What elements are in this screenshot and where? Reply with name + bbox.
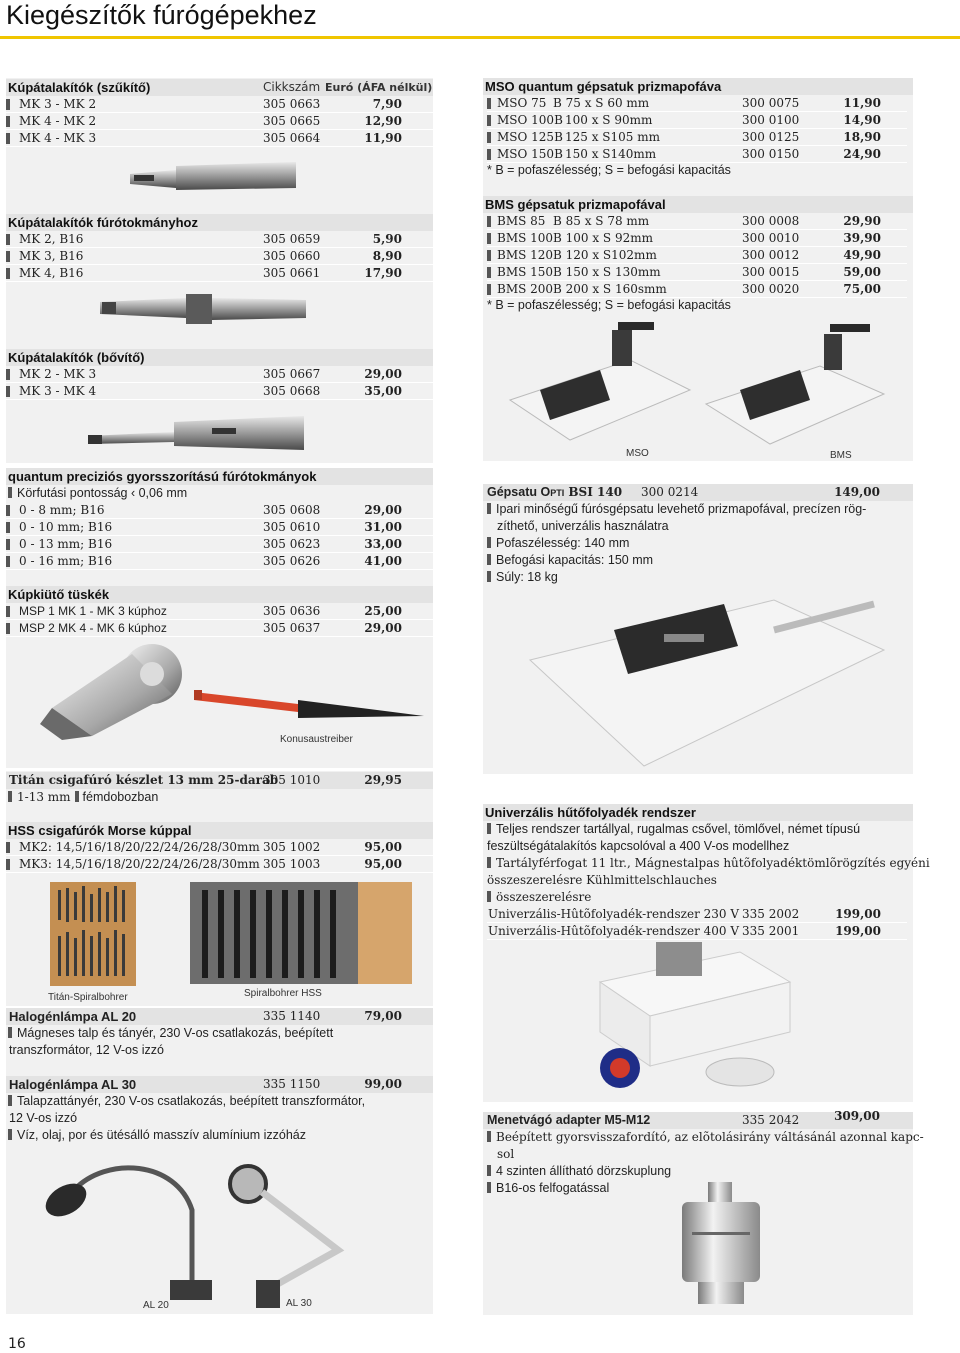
caption-titan-spiralbohrer: Titán-Spiralbohrer	[48, 992, 128, 1003]
caption-al30: AL 30	[286, 1298, 312, 1309]
row-code: 305 0610	[263, 520, 321, 534]
row-code: 300 0020	[742, 282, 800, 296]
menetvago-line-4	[487, 1180, 609, 1197]
table-row	[487, 281, 907, 298]
row-price: 11,90	[843, 96, 881, 110]
titan-title-text: Titán csigafúró készlet 13 mm 25-darab	[9, 773, 279, 787]
row-code: 305 0667	[263, 367, 321, 381]
al30-code: 335 1150	[263, 1077, 321, 1091]
menetvago-price: 309,00	[834, 1109, 880, 1123]
row-name: MSO 100B	[497, 113, 563, 127]
bullet-bar	[487, 250, 491, 261]
bullet-bar	[6, 369, 10, 380]
caption-bms: BMS	[830, 450, 852, 461]
row-name: MK 4, B16	[19, 266, 84, 280]
table-row	[6, 383, 433, 400]
row-price: 95,00	[364, 857, 402, 871]
row-code: 305 1002	[263, 840, 321, 854]
al20-price: 79,00	[364, 1009, 402, 1023]
section-heading-mso: MSO quantum gépsatuk prizmapofáva	[483, 78, 913, 95]
bsi-line-5	[487, 569, 558, 586]
row-code: 305 0661	[263, 266, 321, 280]
bullet-bar	[6, 99, 10, 110]
titan-sub-b: fémdobozban	[82, 790, 159, 804]
table-row	[6, 536, 433, 553]
bsi-vice-image	[524, 590, 894, 770]
table-row	[487, 112, 907, 129]
row-spec: 125 x S105 mm	[565, 130, 660, 144]
row-name: MK 4 - MK 2	[19, 114, 97, 128]
row-name: MK 3, B16	[19, 249, 84, 263]
bullet-bar	[6, 386, 10, 397]
row-name: BMS 120	[497, 248, 554, 262]
bullet-bar	[6, 522, 10, 533]
row-spec: B 150 x S 130mm	[553, 265, 661, 279]
row-price: 59,00	[843, 265, 881, 279]
al30-price: 99,00	[364, 1077, 402, 1091]
coolant-line-3-text: Tartályférfogat 11 ltr., Mágnestalpas hûtõfolyadéktömlõrögzítés egyéni	[496, 856, 930, 870]
section-heading-hss: HSS csigafúrók Morse kúppal	[6, 822, 433, 839]
table-row	[487, 264, 907, 281]
row-price: 8,90	[372, 249, 402, 263]
row-code: 305 0660	[263, 249, 321, 263]
table-row	[487, 146, 907, 163]
row-price: 7,90	[372, 97, 402, 111]
bullet-bar	[487, 149, 491, 160]
menetvago-line-3	[487, 1163, 671, 1180]
section-heading-bms: BMS gépsatuk prizmapofával	[483, 196, 913, 213]
bullet-bar	[6, 606, 10, 617]
row-spec: 150 x S140mm	[565, 147, 657, 161]
bsi-title-model: BSI 140	[564, 485, 623, 499]
hss-drill-set-image	[188, 880, 414, 986]
lamp-al30-image	[226, 1158, 376, 1310]
table-row	[487, 247, 907, 264]
caption-mso: MSO	[626, 448, 649, 459]
quantum-subtitle	[8, 485, 187, 502]
coolant-line-4: összeszerelésre Kühlmittelschlauches	[487, 873, 717, 887]
row-code: 305 1003	[263, 857, 321, 871]
row-name: 0 - 16 mm; B16	[19, 554, 113, 568]
row-name: BMS 150	[497, 265, 554, 279]
table-row	[487, 129, 907, 146]
row-code: 305 0636	[263, 604, 321, 618]
row-code: 305 0663	[263, 97, 321, 111]
table-row	[6, 839, 433, 856]
bullet-bar	[487, 571, 491, 582]
row-price: 29,00	[364, 503, 402, 517]
row-code: 305 0664	[263, 131, 321, 145]
row-name: BMS 85	[497, 214, 546, 228]
bullet-bar	[487, 115, 491, 126]
quantum-subtitle-text: Körfutási pontosság ‹ 0,06 mm	[17, 486, 188, 500]
drill-chuck-image	[22, 640, 188, 740]
chuck-arbor-image	[96, 288, 310, 330]
menetvago-line-4-text: B16-os felfogatással	[496, 1181, 610, 1195]
row-name: MSP 2 MK 4 - MK 6 kúphoz	[19, 621, 167, 635]
bsi-price: 149,00	[834, 485, 880, 499]
section-heading-kupkiuto: Kúpkiütő tüskék	[6, 586, 433, 603]
table-row	[6, 519, 433, 536]
title-accent-bar	[0, 36, 960, 39]
row-price: 33,00	[364, 537, 402, 551]
table-row	[6, 248, 433, 265]
bsi-line-3	[487, 535, 629, 552]
bullet-bar	[75, 791, 79, 802]
al20-line-1-text: Mágneses talp és tányér, 230 V-os csatlakozás, beépített	[17, 1026, 334, 1040]
bullet-bar	[6, 234, 10, 245]
drift-key-image	[188, 682, 428, 722]
row-price: 29,90	[843, 214, 881, 228]
menetvago-code: 335 2042	[742, 1113, 800, 1127]
al30-title: Halogénlámpa AL 30	[9, 1077, 137, 1092]
bullet-bar	[487, 267, 491, 278]
bullet-bar	[487, 857, 491, 868]
row-name: MK 2, B16	[19, 232, 84, 246]
row-price: 29,00	[364, 367, 402, 381]
page-number: 16	[8, 1336, 26, 1352]
bsi-line-2: zíthető, univerzális használatra	[497, 519, 669, 533]
bsi-line-4-text: Befogási kapacitás: 150 mm	[496, 553, 654, 567]
bullet-bar	[6, 539, 10, 550]
row-name: BMS 200	[497, 282, 554, 296]
row-name: 0 - 13 mm; B16	[19, 537, 113, 551]
row-code: 305 0665	[263, 114, 321, 128]
row-code: 305 0623	[263, 537, 321, 551]
row-price: 11,90	[364, 131, 402, 145]
bsi-line-1-text: Ipari minőségű fúrósgépsatu levehető prizmapofával, precízen rög-	[496, 502, 867, 516]
bullet-bar	[6, 251, 10, 262]
table-row	[6, 231, 433, 248]
table-row	[6, 502, 433, 519]
row-code: 305 0626	[263, 554, 321, 568]
bullet-bar	[8, 487, 12, 498]
bullet-bar	[6, 268, 10, 279]
bullet-bar	[487, 216, 491, 227]
bullet-bar	[6, 505, 10, 516]
row-price: 25,00	[364, 604, 402, 618]
bsi-title	[487, 484, 622, 501]
table-row	[6, 265, 433, 282]
row-code: 300 0075	[742, 96, 800, 110]
coolant-system-image	[590, 942, 800, 1096]
row-price: 17,90	[364, 266, 402, 280]
bsi-line-5-text: Súly: 18 kg	[496, 570, 558, 584]
row-price: 41,00	[364, 554, 402, 568]
titan-title	[9, 772, 278, 789]
titan-sub-a: 1-13 mm	[17, 790, 71, 804]
row-name: MSO 75	[497, 96, 547, 110]
bullet-bar	[6, 556, 10, 567]
row-price: 24,90	[843, 147, 881, 161]
row-name: Univerzális-Hûtõfolyadék-rendszer 230 V	[488, 907, 740, 921]
row-code: 300 0012	[742, 248, 800, 262]
bullet-bar	[6, 842, 10, 853]
bullet-bar	[8, 791, 12, 802]
bms-note: * B = pofaszélesség; S = befogási kapacitás	[487, 298, 731, 312]
row-price: 95,00	[364, 840, 402, 854]
row-price: 14,90	[843, 113, 881, 127]
bsi-line-4	[487, 552, 653, 569]
bullet-bar	[487, 537, 491, 548]
bullet-bar	[487, 823, 491, 834]
row-price: 29,00	[364, 621, 402, 635]
row-name: MK 4 - MK 3	[19, 131, 97, 145]
table-row	[487, 230, 907, 247]
taper-expander-image	[84, 412, 308, 456]
row-name: MSP 1 MK 1 - MK 3 kúphoz	[19, 604, 167, 618]
row-code: 305 0608	[263, 503, 321, 517]
table-row	[6, 96, 433, 113]
coolant-line-2: feszültségátalakítós kapcsolóval a 400 V-os modellhez	[487, 839, 790, 853]
row-spec: B 85 x S 78 mm	[553, 214, 650, 228]
row-code: 300 0100	[742, 113, 800, 127]
row-price: 31,00	[364, 520, 402, 534]
menetvago-line-2: sol	[497, 1147, 515, 1161]
bms-vice-image	[700, 320, 890, 450]
row-spec: 100 x S 90mm	[565, 113, 653, 127]
table-row	[6, 620, 433, 637]
bullet-bar	[8, 1129, 12, 1140]
section-heading-szukito: Kúpátalakítók (szűkítő)	[6, 79, 262, 96]
bsi-code: 300 0214	[641, 485, 699, 499]
section-heading-bovito: Kúpátalakítók (bővítő)	[6, 349, 433, 366]
bsi-line-3-text: Pofaszélesség: 140 mm	[496, 536, 630, 550]
row-price: 199,00	[835, 924, 881, 938]
row-name: BMS 100	[497, 231, 554, 245]
al30-line-1-text: Talapzattányér, 230 V-os csatlakozás, beépített transzformátor,	[17, 1094, 366, 1108]
caption-spiralbohrer-hss: Spiralbohrer HSS	[244, 988, 322, 999]
titan-code: 305 1010	[263, 773, 321, 787]
coolant-line-5	[487, 889, 591, 906]
bullet-bar	[6, 133, 10, 144]
row-spec: B 75 x S 60 mm	[553, 96, 650, 110]
al30-line-1	[8, 1093, 365, 1110]
row-name: 0 - 10 mm; B16	[19, 520, 113, 534]
coolant-line-3	[487, 855, 930, 872]
bsi-title-prefix: Gépsatu	[487, 485, 541, 499]
col-header-article: Cikkszám	[263, 80, 321, 94]
bullet-bar	[487, 1131, 491, 1142]
bullet-bar	[487, 891, 491, 902]
page-title: Kiegészítők fúrógépekhez	[6, 0, 317, 30]
table-row	[6, 130, 433, 147]
al20-code: 335 1140	[263, 1009, 321, 1023]
bullet-bar	[487, 503, 491, 514]
taper-reducer-image	[126, 160, 300, 200]
row-price: 35,00	[364, 384, 402, 398]
al30-line-3-text: Víz, olaj, por és ütésálló masszív alumínium izzóház	[17, 1128, 307, 1142]
row-spec: B 120 x S102mm	[553, 248, 657, 262]
al20-line-2: transzformátor, 12 V-os izzó	[9, 1043, 164, 1057]
table-row	[487, 906, 907, 923]
row-price: 39,90	[843, 231, 881, 245]
menetvago-line-1	[487, 1129, 924, 1146]
bullet-bar	[8, 1095, 12, 1106]
row-code: 335 2002	[742, 907, 800, 921]
table-row	[6, 856, 433, 873]
bullet-bar	[6, 859, 10, 870]
row-price: 5,90	[372, 232, 402, 246]
row-name: MSO 125B	[497, 130, 563, 144]
menetvago-line-1-text: Beépített gyorsvisszafordító, az elõtolásirány váltásánál azonnal kapc-	[496, 1130, 924, 1144]
table-row	[6, 553, 433, 570]
al20-line-1	[8, 1025, 333, 1042]
row-name: MK 3 - MK 4	[19, 384, 97, 398]
row-code: 305 0659	[263, 232, 321, 246]
mso-vice-image	[500, 320, 700, 450]
menetvago-title: Menetvágó adapter M5-M12	[487, 1113, 651, 1127]
table-row	[487, 213, 907, 230]
al20-title: Halogénlámpa AL 20	[9, 1009, 137, 1024]
row-code: 300 0015	[742, 265, 800, 279]
row-code: 305 0668	[263, 384, 321, 398]
row-spec: B 100 x S 92mm	[553, 231, 653, 245]
row-name: MK3: 14,5/16/18/20/22/24/26/28/30mm	[19, 857, 260, 871]
row-code: 300 0010	[742, 231, 800, 245]
section-heading-quantum: quantum preciziós gyorsszorítású fúrótokmányok	[6, 468, 433, 485]
row-name: MK2: 14,5/16/18/20/22/24/26/28/30mm	[19, 840, 260, 854]
lamp-al20-image	[36, 1150, 212, 1306]
table-row	[6, 113, 433, 130]
coolant-line-5-text: összeszerelésre	[496, 890, 592, 904]
bullet-bar	[487, 554, 491, 565]
row-code: 305 0637	[263, 621, 321, 635]
titan-price: 29,95	[364, 773, 402, 787]
al30-line-3	[8, 1127, 306, 1144]
row-code: 300 0150	[742, 147, 800, 161]
coolant-line-1	[487, 821, 860, 838]
bullet-bar	[487, 284, 491, 295]
table-row	[6, 603, 433, 620]
bullet-bar	[6, 116, 10, 127]
titan-drill-set-image	[48, 880, 138, 988]
row-price: 199,00	[835, 907, 881, 921]
bsi-line-1	[487, 501, 866, 518]
bullet-bar	[487, 98, 491, 109]
bullet-bar	[487, 1165, 491, 1176]
row-name: Univerzális-Hûtõfolyadék-rendszer 400 V	[488, 924, 740, 938]
row-name: MK 2 - MK 3	[19, 367, 97, 381]
row-code: 300 0125	[742, 130, 800, 144]
caption-konusaustreiber: Konusaustreiber	[280, 734, 353, 745]
table-row	[6, 366, 433, 383]
row-name: MK 3 - MK 2	[19, 97, 97, 111]
bullet-bar	[487, 233, 491, 244]
row-price: 49,90	[843, 248, 881, 262]
table-row	[487, 923, 907, 940]
row-code: 335 2001	[742, 924, 800, 938]
titan-sub	[8, 789, 158, 806]
row-name: MSO 150B	[497, 147, 563, 161]
row-name: 0 - 8 mm; B16	[19, 503, 105, 517]
row-spec: B 200 x S 160smm	[553, 282, 667, 296]
row-price: 12,90	[364, 114, 402, 128]
bullet-bar	[6, 623, 10, 634]
row-price: 18,90	[843, 130, 881, 144]
mso-note: * B = pofaszélesség; S = befogási kapacitás	[487, 163, 731, 177]
row-code: 300 0008	[742, 214, 800, 228]
bsi-title-brand: Opti	[540, 485, 565, 499]
col-header-price: Euró (ÁFA nélkül)	[325, 81, 433, 94]
bullet-bar	[487, 132, 491, 143]
row-price: 75,00	[843, 282, 881, 296]
tapping-adapter-image	[668, 1182, 774, 1312]
menetvago-line-3-text: 4 szinten állítható dörzskuplung	[496, 1164, 672, 1178]
al30-line-2: 12 V-os izzó	[9, 1111, 78, 1125]
section-heading-coolant: Univerzális hűtőfolyadék rendszer	[483, 804, 913, 821]
caption-al20: AL 20	[143, 1300, 169, 1311]
coolant-line-1-text: Teljes rendszer tartállyal, rugalmas csővel, tömlővel, német típusú	[496, 822, 861, 836]
table-row	[487, 95, 907, 112]
bullet-bar	[8, 1027, 12, 1038]
section-heading-furotokmany: Kúpátalakítók fúrótokmányhoz	[6, 214, 433, 231]
bullet-bar	[487, 1182, 491, 1193]
